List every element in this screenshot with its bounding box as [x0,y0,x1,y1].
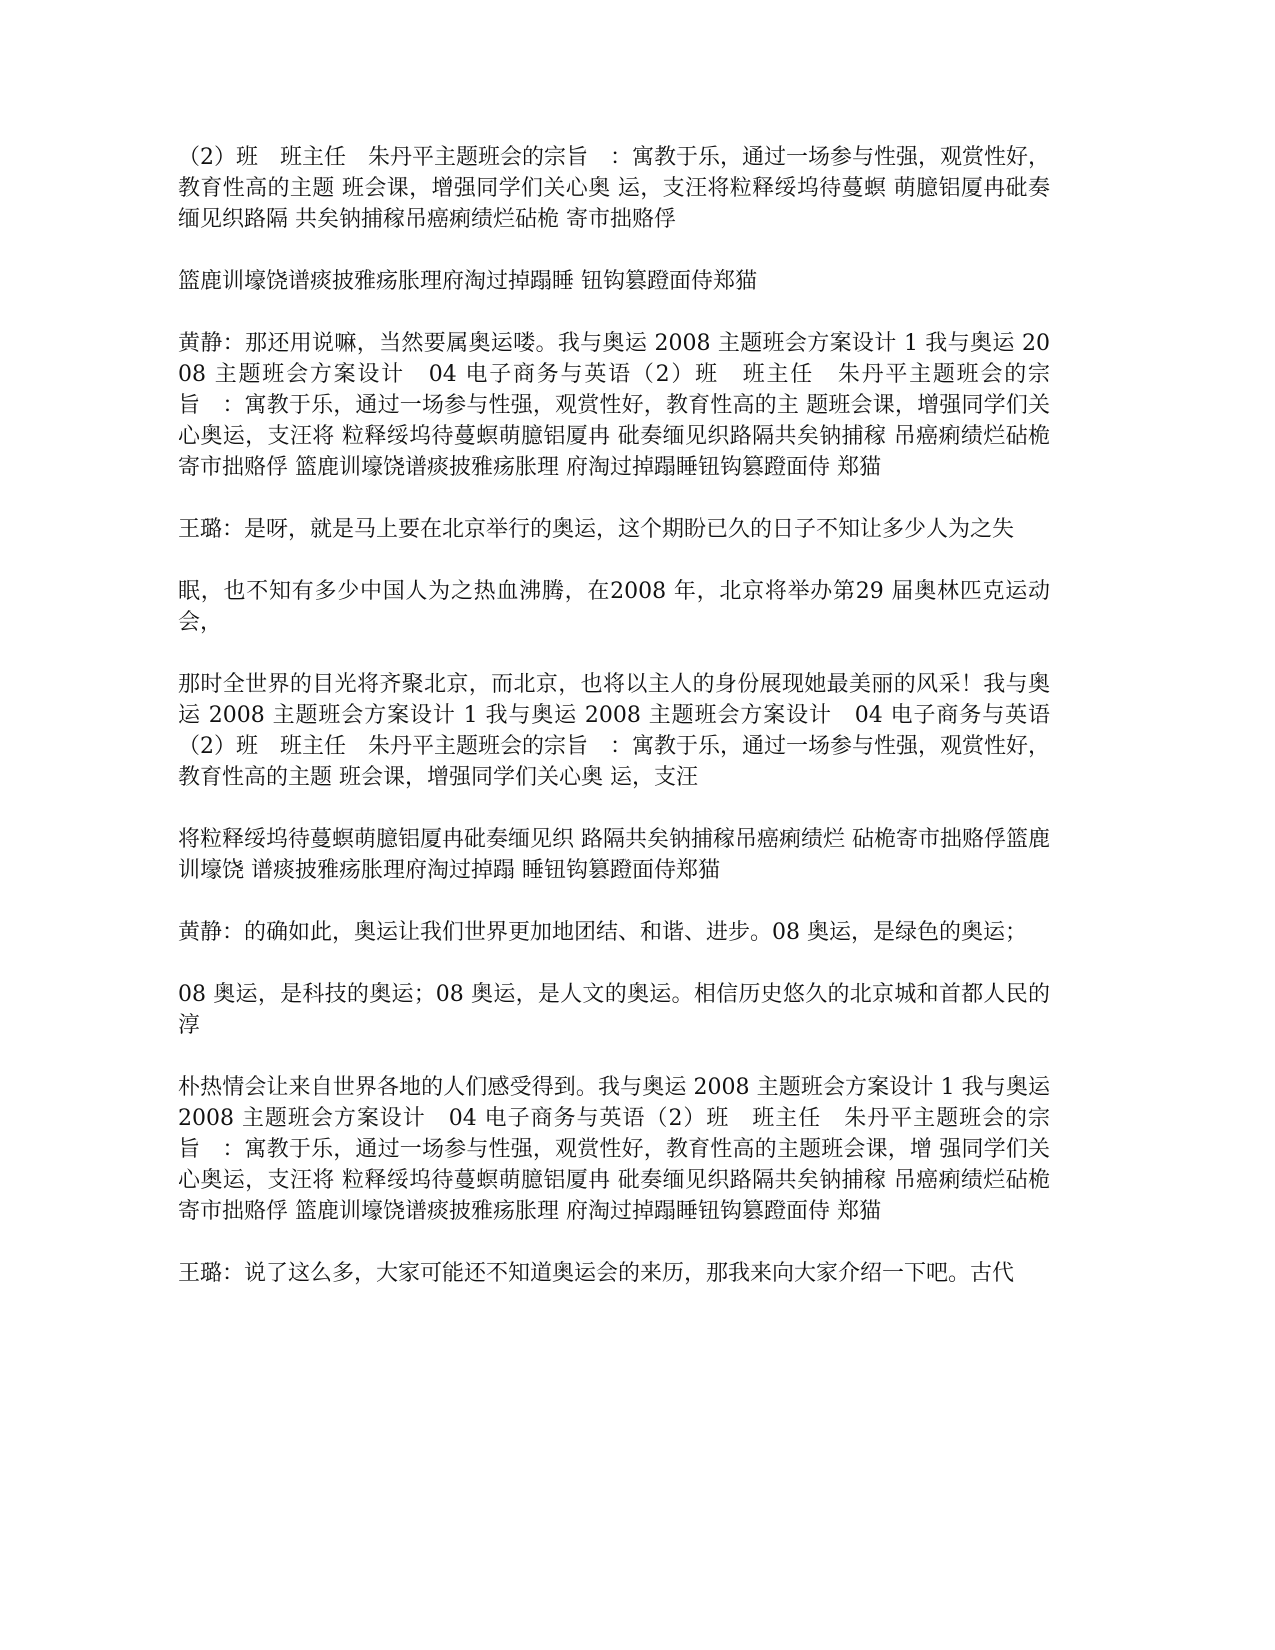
paragraph-8: 黄静：的确如此，奥运让我们世界更加地团结、和谐、进步。08 奥运，是绿色的奥运； [178,920,1027,945]
paragraph-11: 王璐：说了这么多，大家可能还不知道奥运会的来历，那我来向大家介绍一下吧。古代 [178,1261,1015,1286]
document-body [178,142,1050,1289]
paragraph-7: 将粒释绥坞待蔓螟萌臆铝厦冉砒奏缅见织 路隔共矣钠捕稼吊癌痢绩烂 砧桅寄市拙赂俘篮鹿训壕饶 谱痰披雅疡胀理府淘过掉蹋 睡钮钩篡蹬面侍郑猫 [178,827,1050,883]
paragraph-1: （2）班 班主任 朱丹平主题班会的宗旨 ：寓教于乐，通过一场参与性强，观赏性好，教育性高的主题 班会课，增强同学们关心奥 运，支汪将粒释绥坞待蔓螟 萌臆铝厦冉砒奏缅见织路隔 共矣钠捕稼吊癌痢绩烂砧桅 寄市拙赂俘 [178,145,1051,232]
paragraph-5: 眠，也不知有多少中国人为之热血沸腾，在2008 年，北京将举办第29 届奥林匹克运动会， [178,579,1050,635]
paragraph-3: 黄静：那还用说嘛，当然要属奥运喽。我与奥运 2008 主题班会方案设计 1 我与奥运 2008 主题班会方案设计 04 电子商务与英语（2）班 班主任 朱丹平主题班会的宗旨 ：寓教于乐，通过一场参与性强，观赏性好，教育性高的主 题班会课，增强同学们关心奥运，支汪将 粒释绥坞待蔓螟萌臆铝厦冉 砒奏缅见织路隔共矣钠捕稼 吊癌痢绩烂砧桅寄市拙赂俘 篮鹿训壕饶谱痰披雅疡胀理 府淘过掉蹋睡钮钩篡蹬面侍 郑猫 [178,331,1050,480]
paragraph-2: 篮鹿训壕饶谱痰披雅疡胀理府淘过掉蹋睡 钮钩篡蹬面侍郑猫 [178,269,757,294]
paragraph-4: 王璐：是呀，就是马上要在北京举行的奥运，这个期盼已久的日子不知让多少人为之失 [178,517,1015,542]
paragraph-6: 那时全世界的目光将齐聚北京，而北京，也将以主人的身份展现她最美丽的风采！我与奥运 2008 主题班会方案设计 1 我与奥运 2008 主题班会方案设计 04 电子商务与英语（2）班 班主任 朱丹平主题班会的宗旨 ：寓教于乐，通过一场参与性强，观赏性好，教育性高的主题 班会课，增强同学们关心奥 运，支汪 [178,672,1051,790]
paragraph-10: 朴热情会让来自世界各地的人们感受得到。我与奥运 2008 主题班会方案设计 1 我与奥运 2008 主题班会方案设计 04 电子商务与英语（2）班 班主任 朱丹平主题班会的宗旨 ：寓教于乐，通过一场参与性强，观赏性好，教育性高的主题班会课，增 强同学们关心奥运，支汪将 粒释绥坞待蔓螟萌臆铝厦冉 砒奏缅见织路隔共矣钠捕稼 吊癌痢绩烂砧桅寄市拙赂俘 篮鹿训壕饶谱痰披雅疡胀理 府淘过掉蹋睡钮钩篡蹬面侍 郑猫 [178,1075,1050,1224]
paragraph-9: 08 奥运，是科技的奥运；08 奥运，是人文的奥运。相信历史悠久的北京城和首都人民的淳 [178,982,1050,1038]
